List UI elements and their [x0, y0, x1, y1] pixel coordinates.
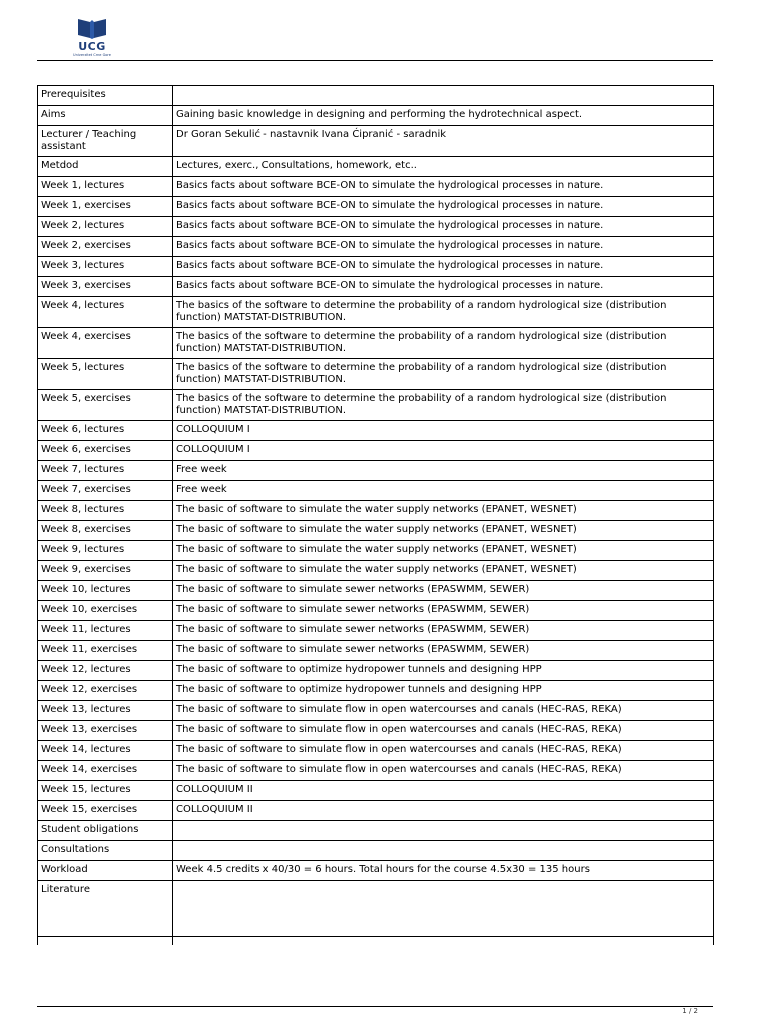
- row-value: The basic of software to simulate flow in open watercourses and canals (HEC-RAS, REKA): [173, 741, 714, 761]
- table-row: [38, 781, 714, 801]
- row-label: Week 11, lectures: [38, 621, 173, 641]
- table-row: [38, 601, 714, 621]
- row-label: Literature: [38, 881, 173, 937]
- row-label: Week 3, exercises: [38, 277, 173, 297]
- table-row: [38, 126, 714, 157]
- table-row: [38, 277, 714, 297]
- row-label: Week 5, exercises: [38, 390, 173, 421]
- row-value: Free week: [173, 461, 714, 481]
- table-row: [38, 501, 714, 521]
- table-row-continuation: [38, 937, 714, 946]
- table-row: [38, 821, 714, 841]
- table-row: [38, 661, 714, 681]
- table-row: [38, 106, 714, 126]
- table-row: [38, 741, 714, 761]
- row-value: Lectures, exerc., Consultations, homework, etc..: [173, 157, 714, 177]
- row-label: Week 14, exercises: [38, 761, 173, 781]
- row-value: COLLOQUIUM I: [173, 441, 714, 461]
- row-label: Week 13, exercises: [38, 721, 173, 741]
- table-row: [38, 441, 714, 461]
- row-label: Week 10, exercises: [38, 601, 173, 621]
- table-row: [38, 297, 714, 328]
- row-value: [173, 881, 714, 937]
- row-value: Dr Goran Sekulić - nastavnik Ivana Ćipranić - saradnik: [173, 126, 714, 157]
- table-row: [38, 257, 714, 277]
- row-value: [173, 841, 714, 861]
- table-row: [38, 328, 714, 359]
- table-row: [38, 390, 714, 421]
- row-value: Basics facts about software BCE-ON to simulate the hydrological processes in nature.: [173, 177, 714, 197]
- row-label: Week 4, lectures: [38, 297, 173, 328]
- row-label: Week 7, lectures: [38, 461, 173, 481]
- row-value: COLLOQUIUM II: [173, 781, 714, 801]
- row-value: The basic of software to simulate flow in open watercourses and canals (HEC-RAS, REKA): [173, 761, 714, 781]
- row-label: Aims: [38, 106, 173, 126]
- row-value: The basics of the software to determine the probability of a random hydrological size (distribution function) MATSTAT-DISTRIBUTION.: [173, 390, 714, 421]
- logo-text: UCG: [78, 40, 106, 53]
- row-label: Prerequisites: [38, 86, 173, 106]
- row-value: Basics facts about software BCE-ON to simulate the hydrological processes in nature.: [173, 217, 714, 237]
- row-value: [173, 86, 714, 106]
- row-value: [173, 821, 714, 841]
- footer-divider: [37, 1006, 713, 1007]
- table-row: [38, 521, 714, 541]
- row-label: Week 6, lectures: [38, 421, 173, 441]
- row-label: Week 12, lectures: [38, 661, 173, 681]
- row-label: Week 15, lectures: [38, 781, 173, 801]
- row-label: Week 9, exercises: [38, 561, 173, 581]
- row-label: Week 3, lectures: [38, 257, 173, 277]
- row-value: Basics facts about software BCE-ON to simulate the hydrological processes in nature.: [173, 197, 714, 217]
- table-row: [38, 481, 714, 501]
- logo-subtext: Univerzitet Crne Gore: [73, 53, 111, 57]
- row-label: Week 15, exercises: [38, 801, 173, 821]
- table-row: [38, 621, 714, 641]
- table-row: [38, 541, 714, 561]
- table-row: [38, 561, 714, 581]
- row-label: Workload: [38, 861, 173, 881]
- header-divider: [37, 60, 713, 61]
- row-value: The basics of the software to determine the probability of a random hydrological size (distribution function) MATSTAT-DISTRIBUTION.: [173, 297, 714, 328]
- row-value: The basic of software to simulate sewer networks (EPASWMM, SEWER): [173, 601, 714, 621]
- page-header: [0, 0, 768, 62]
- row-label: [38, 937, 173, 946]
- row-label: Metdod: [38, 157, 173, 177]
- row-label: Week 6, exercises: [38, 441, 173, 461]
- table-row: [38, 217, 714, 237]
- table-row: [38, 461, 714, 481]
- row-label: Week 9, lectures: [38, 541, 173, 561]
- university-logo: [66, 16, 118, 58]
- row-value: The basics of the software to determine the probability of a random hydrological size (distribution function) MATSTAT-DISTRIBUTION.: [173, 328, 714, 359]
- row-label: Week 1, lectures: [38, 177, 173, 197]
- table-row: [38, 841, 714, 861]
- row-value: Week 4.5 credits x 40/30 = 6 hours. Total hours for the course 4.5x30 = 135 hours: [173, 861, 714, 881]
- row-value: The basic of software to simulate sewer networks (EPASWMM, SEWER): [173, 621, 714, 641]
- row-value: [173, 937, 714, 946]
- row-label: Week 8, exercises: [38, 521, 173, 541]
- table-row: [38, 177, 714, 197]
- table-row: [38, 421, 714, 441]
- row-label: Week 5, lectures: [38, 359, 173, 390]
- row-value: COLLOQUIUM II: [173, 801, 714, 821]
- table-row: [38, 581, 714, 601]
- table-row: [38, 359, 714, 390]
- row-label: Week 1, exercises: [38, 197, 173, 217]
- row-value: The basic of software to simulate the water supply networks (EPANET, WESNET): [173, 561, 714, 581]
- row-label: Week 2, lectures: [38, 217, 173, 237]
- table-row: [38, 721, 714, 741]
- row-value: Free week: [173, 481, 714, 501]
- row-value: The basics of the software to determine the probability of a random hydrological size (distribution function) MATSTAT-DISTRIBUTION.: [173, 359, 714, 390]
- book-logo-icon: [76, 16, 108, 40]
- row-label: Week 13, lectures: [38, 701, 173, 721]
- row-value: The basic of software to optimize hydropower tunnels and designing HPP: [173, 661, 714, 681]
- row-value: The basic of software to optimize hydropower tunnels and designing HPP: [173, 681, 714, 701]
- table-row: [38, 641, 714, 661]
- row-value: Basics facts about software BCE-ON to simulate the hydrological processes in nature.: [173, 277, 714, 297]
- row-label: Week 7, exercises: [38, 481, 173, 501]
- table-row: [38, 237, 714, 257]
- row-value: COLLOQUIUM I: [173, 421, 714, 441]
- table-row: [38, 801, 714, 821]
- row-value: Basics facts about software BCE-ON to simulate the hydrological processes in nature.: [173, 257, 714, 277]
- table-row: [38, 861, 714, 881]
- table-row: [38, 157, 714, 177]
- table-row: [38, 881, 714, 937]
- row-label: Week 14, lectures: [38, 741, 173, 761]
- row-label: Week 2, exercises: [38, 237, 173, 257]
- row-value: The basic of software to simulate flow in open watercourses and canals (HEC-RAS, REKA): [173, 701, 714, 721]
- table-row: [38, 86, 714, 106]
- row-label: Lecturer / Teaching assistant: [38, 126, 173, 157]
- table-row: [38, 761, 714, 781]
- table-row: [38, 681, 714, 701]
- row-label: Week 10, lectures: [38, 581, 173, 601]
- row-label: Consultations: [38, 841, 173, 861]
- table-row: [38, 197, 714, 217]
- row-value: The basic of software to simulate sewer networks (EPASWMM, SEWER): [173, 641, 714, 661]
- row-label: Week 11, exercises: [38, 641, 173, 661]
- row-value: The basic of software to simulate the water supply networks (EPANET, WESNET): [173, 521, 714, 541]
- table-row: [38, 701, 714, 721]
- row-value: Basics facts about software BCE-ON to simulate the hydrological processes in nature.: [173, 237, 714, 257]
- row-value: The basic of software to simulate the water supply networks (EPANET, WESNET): [173, 501, 714, 521]
- row-value: Gaining basic knowledge in designing and performing the hydrotechnical aspect.: [173, 106, 714, 126]
- row-value: The basic of software to simulate the water supply networks (EPANET, WESNET): [173, 541, 714, 561]
- row-label: Student obligations: [38, 821, 173, 841]
- row-label: Week 4, exercises: [38, 328, 173, 359]
- row-value: The basic of software to simulate sewer networks (EPASWMM, SEWER): [173, 581, 714, 601]
- page-number: 1 / 2: [682, 1007, 698, 1015]
- row-label: Week 8, lectures: [38, 501, 173, 521]
- row-value: The basic of software to simulate flow in open watercourses and canals (HEC-RAS, REKA): [173, 721, 714, 741]
- row-label: Week 12, exercises: [38, 681, 173, 701]
- course-syllabus-table: [37, 85, 714, 945]
